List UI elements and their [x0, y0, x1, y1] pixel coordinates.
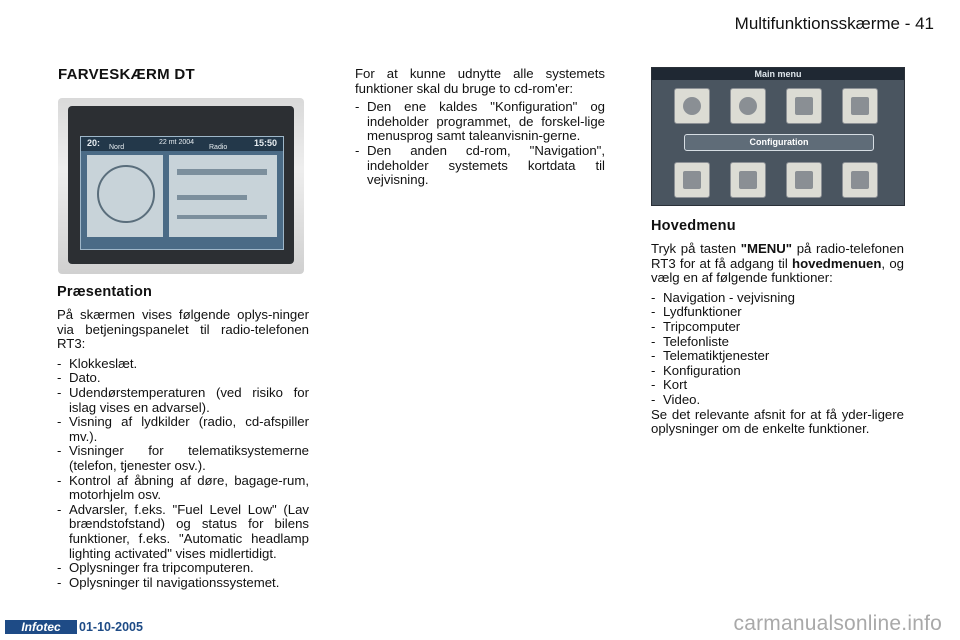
audio-cd-icon	[730, 88, 766, 124]
presentation-list	[57, 357, 309, 591]
list-item: - Telefonliste	[651, 335, 904, 350]
screen-pane-right-label: Radio	[209, 144, 228, 151]
list-item: - Den ene kaldes "Konfiguration" og indeholder programmet, de forskel-lige menusprog samt taleanvisnin-gerne.	[355, 100, 605, 144]
radio-info-bar	[177, 169, 267, 175]
main-menu-list	[651, 291, 904, 408]
intro-text: , og vælg en af følgende funktioner:	[651, 255, 904, 286]
list-item: - Visninger for telematiksystemerne (telefon, tjenester osv.).	[57, 444, 309, 473]
footer-date: 01-10-2005	[79, 620, 143, 634]
list-item: - Lydfunktioner	[651, 305, 904, 320]
display-bezel	[68, 106, 294, 264]
main-menu-title: Main menu	[652, 68, 904, 80]
settings-sliders-icon	[730, 162, 766, 198]
list-item: - Klokkeslæt.	[57, 357, 309, 372]
list-item: - Navigation - vejvisning	[651, 291, 904, 306]
display-screen	[80, 136, 284, 250]
menu-key-label: "MENU"	[740, 241, 793, 256]
cdrom-list	[355, 100, 605, 188]
main-menu-heading: Hovedmenu	[651, 218, 736, 234]
screen-radio-pane	[169, 144, 277, 237]
screen-pane-left-label: Nord	[109, 144, 125, 151]
watermark: carmanualsonline.info	[733, 612, 942, 635]
radio-info-bar	[177, 215, 267, 219]
presentation-heading: Præsentation	[57, 284, 153, 300]
list-item: - Advarsler, f.eks. "Fuel Level Low" (Lav brændstofstand) og status for bilens funktioner, f.eks. "Automatic headlamp lighting activated" vises midlertidigt.	[57, 503, 309, 561]
main-menu-section	[651, 218, 904, 442]
list-item: - Oplysninger til navigationssystemet.	[57, 576, 309, 591]
main-menu-term: hovedmenuen	[792, 255, 882, 271]
list-item: - Oplysninger fra tripcomputeren.	[57, 561, 309, 576]
main-menu-outro: Se det relevante afsnit for at få yder-ligere oplysninger om de enkelte funktioner.	[651, 406, 904, 437]
page-header-title: Multifunktionsskærme - 41	[734, 14, 934, 33]
list-item: - Konfiguration	[651, 364, 904, 379]
presentation-intro: På skærmen vises følgende oplys-ninger via betjeningspanelet til radio-telefonen RT3:	[57, 307, 309, 352]
list-item: - Dato.	[57, 371, 309, 386]
screen-time-left: 20:	[87, 138, 101, 148]
list-item: - Udendørstemperaturen (ved risiko for islag vises en advarsel).	[57, 386, 309, 415]
list-item: - Kontrol af åbning af døre, bagage-rum, motorhjelm osv.	[57, 474, 309, 503]
navigation-icon	[674, 88, 710, 124]
configuration-menu-item: Configuration	[684, 134, 874, 151]
list-item: - Visning af lydkilder (radio, cd-afspiller mv.).	[57, 415, 309, 444]
presentation-section	[57, 284, 309, 590]
section-title: FARVESKÆRM DT	[58, 66, 195, 83]
telematics-icon	[674, 162, 710, 198]
main-menu-screen	[651, 67, 905, 206]
screen-compass-pane	[87, 144, 163, 237]
screen-time-right: 15:50	[253, 138, 277, 148]
list-item: - Den anden cd-rom, "Navigation", indeholder systemets kortdata til vejvisning.	[355, 144, 605, 188]
compass-icon	[97, 165, 155, 223]
cdrom-intro: For at kunne udnytte alle systemets funktioner skal du bruge to cd-rom'er:	[355, 66, 605, 96]
cdrom-section	[355, 67, 605, 188]
list-item: - Telematiktjenester	[651, 349, 904, 364]
list-item: - Tripcomputer	[651, 320, 904, 335]
infotec-logo: Infotec	[5, 620, 77, 634]
map-icon	[786, 162, 822, 198]
radio-info-bar	[177, 195, 247, 200]
screen-date: 22 mt 2004	[159, 139, 195, 146]
video-icon	[842, 162, 878, 198]
intro-text: Tryk på tasten	[651, 241, 741, 256]
intro-text: på radio-telefonen RT3 for at få adgang til	[651, 241, 904, 271]
phone-book-icon	[842, 88, 878, 124]
list-item: - Kort	[651, 378, 904, 393]
display-photo	[58, 98, 304, 274]
main-menu-intro	[651, 242, 904, 286]
list-item: - Video.	[651, 393, 904, 408]
trip-computer-icon	[786, 88, 822, 124]
